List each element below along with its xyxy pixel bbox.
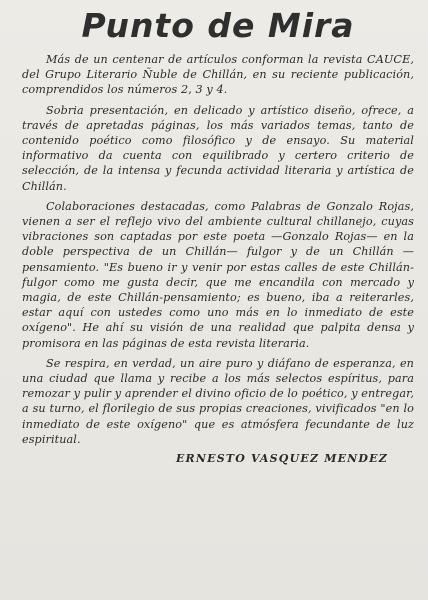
article-body [22,52,414,447]
paragraph-1: Más de un centenar de artículos conforman la revista CAUCE, del Grupo Literario Ñuble de Chillán, en su reciente publicación, comprendidos los números 2, 3 y 4. [22,53,414,97]
paragraph-4: Se respira, en verdad, un aire puro y diáfano de esperanza, en una ciudad que llama y recibe a los más selectos espíritus, para remozar y pulir y aprender el divino oficio de lo poético, y entregar, a su turno, el florilegio de sus propias creaciones, vivificados "en lo inmediato de este oxígeno" que es atmósfera fecundante de luz espiritual. [22,356,414,446]
paragraph-3: Colaboraciones destacadas, como Palabras de Gonzalo Rojas, vienen a ser el reflejo vivo del ambiente cultural chillanejo, cuyas vibraciones son captadas por este poeta —Gonzalo Rojas— en la doble perspectiva de un Chillán— fulgor y de un Chillán —pensamiento. "Es bueno ir y venir por estas calles de este Chillán-fulgor como me gusta decir, que me encandila con mercado y magia, de este Chillán-pensamiento; es bueno, iba a reiterarles, estar aquí con ustedes como uno más en lo inmediato de este oxígeno". He ahí su visión de una realidad que palpita densa y promisora en las páginas de esta revista literaria. [22,199,414,350]
author-signature: ERNESTO VASQUEZ MENDEZ [175,452,388,466]
article-title: Punto de Mira [81,6,355,45]
paragraph-2: Sobria presentación, en delicado y artístico diseño, ofrece, a través de apretadas páginas, los más variados temas, tanto de contenido poético como filosófico y de ensayo. Su material informativo da cuenta con equilibrado y certero criterio de selección, de la intensa y fecunda actividad literaria y artística de Chillán. [22,103,414,193]
